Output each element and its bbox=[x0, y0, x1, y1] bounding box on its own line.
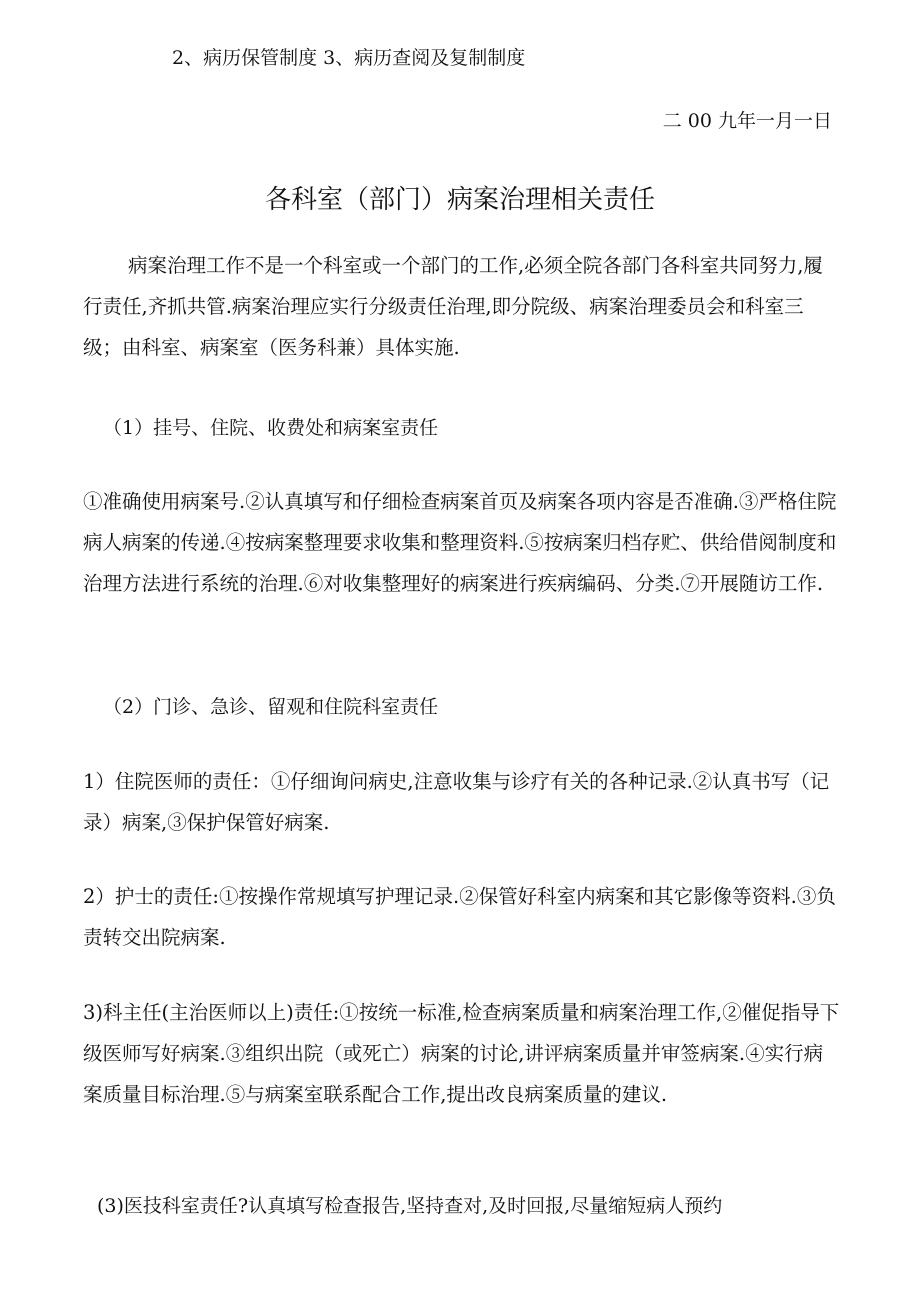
section1-body: ①准确使用病案号.②认真填写和仔细检查病案首页及病案各项内容是否准确.③严格住院病人病案的传递.④按病案整理要求收集和整理资料.⑤按病案归档存贮、供给借阅制度和治理方法进行系统的治理.⑥对收集整理好的病案进行疾病编码、分类.⑦开展随访工作. bbox=[83, 490, 837, 595]
page-title: 各科室（部门）病案治理相关责任 bbox=[264, 185, 655, 215]
section2-heading: （2）门诊、急诊、留观和住院科室责任 bbox=[103, 696, 439, 718]
section2-item3: 3)科主任(主治医师以上)责任:①按统一标准,检查病案质量和病案治理工作,②催促指导下级医师写好病案.③组织出院（或死亡）病案的讨论,讲评病案质量并审签病案.④实行病案质量目标治理.⑤与病案室联系配合工作,提出改良病案质量的建议. bbox=[83, 1001, 840, 1106]
toc-line: 2、病历保管制度 3、病历查阅及复制制度 bbox=[172, 47, 526, 69]
intro-paragraph: 病案治理工作不是一个科室或一个部门的工作,必须全院各部门各科室共同努力,履行责任,齐抓共管.病案治理应实行分级责任治理,即分院级、病案治理委员会和科室三级；由科室、病案室（医务科兼）具体实施. bbox=[83, 254, 823, 359]
section1-heading: （1）挂号、住院、收费处和病案室责任 bbox=[103, 417, 439, 439]
document-date: 二 00 九年一月一日 bbox=[662, 110, 832, 132]
section3-line: (3)医技科室责任?认真填写检查报告,坚持查对,及时回报,尽量缩短病人预约 bbox=[97, 1195, 723, 1217]
section2-item2: 2）护士的责任:①按操作常规填写护理记录.②保管好科室内病案和其它影像等资料.③负责转交出院病案. bbox=[83, 885, 836, 949]
section2-item1: 1）住院医师的责任：①仔细询问病史,注意收集与诊疗有关的各种记录.②认真书写（记录）病案,③保护保管好病案. bbox=[83, 770, 830, 834]
